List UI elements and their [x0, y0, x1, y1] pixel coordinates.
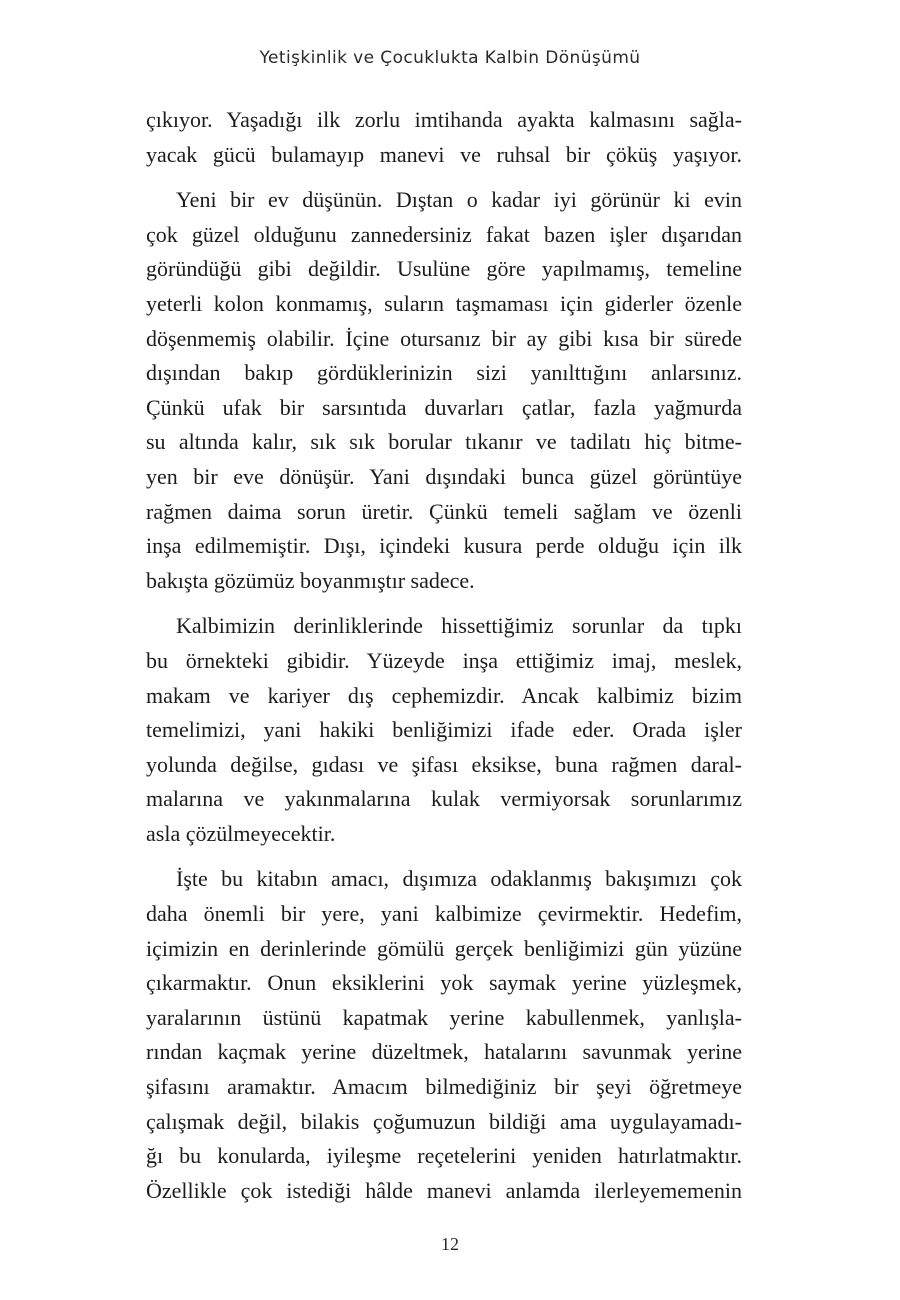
text-line: döşenmemiş olabilir. İçine otursanız bir ay gibi kısa bir sürede [146, 325, 742, 351]
page-number: 12 [441, 1234, 459, 1254]
text-line: dışından bakıp gördüklerinizin sizi yanılttığını anlarsınız. [146, 360, 742, 386]
text-line: malarına ve yakınmalarına kulak vermiyorsak sorunlarımız [146, 786, 742, 812]
text-line: bakışta gözümüz boyanmıştır sadece. [146, 567, 475, 593]
text-line: bu örnekteki gibidir. Yüzeyde inşa ettiğimiz imaj, meslek, [146, 647, 742, 673]
page-body [146, 103, 742, 1208]
paragraph [146, 609, 742, 851]
text-line: çıkıyor. Yaşadığı ilk zorlu imtihanda ayakta kalmasını sağla- [146, 107, 742, 132]
paragraph [146, 183, 742, 598]
text-line: şifasını aramaktır. Amacım bilmediğiniz bir şeyi öğretmeye [146, 1074, 742, 1100]
text-line: çalışmak değil, bilakis çoğumuzun bildiği ama uygulayamadı- [146, 1108, 742, 1134]
text-line: su altında kalır, sık sık borular tıkanır ve tadilatı hiç bitme- [146, 429, 742, 455]
text-line: yaralarının üstünü kapatmak yerine kabullenmek, yanlışla- [146, 1004, 742, 1030]
text-line: ğı bu konularda, iyileşme reçetelerini yeniden hatırlatmaktır. [146, 1143, 742, 1169]
text-line: Yeni bir ev düşünün. Dıştan o kadar iyi görünür ki evin [176, 187, 742, 213]
text-line: temelimizi, yani hakiki benliğimizi ifade eder. Orada işler [146, 717, 742, 743]
paragraph [146, 103, 742, 172]
text-line: yolunda değilse, gıdası ve şifası eksikse, buna rağmen daral- [146, 751, 742, 777]
text-line: Kalbimizin derinliklerinde hissettiğimiz sorunlar da tıpkı [176, 613, 742, 639]
text-line: inşa edilmemiştir. Dışı, içindeki kusura perde olduğu için ilk [146, 533, 742, 559]
text-line: içimizin en derinlerinde gömülü gerçek benliğimizi gün yüzüne [146, 935, 742, 961]
text-line: çıkarmaktır. Onun eksiklerini yok saymak yerine yüzleşmek, [146, 970, 742, 996]
text-line: Çünkü ufak bir sarsıntıda duvarları çatlar, fazla yağmurda [146, 394, 742, 420]
text-line: çok güzel olduğunu zannedersiniz fakat bazen işler dışarıdan [146, 221, 742, 247]
text-line: makam ve kariyer dış cephemizdir. Ancak kalbimiz bizim [146, 682, 742, 708]
text-line: rından kaçmak yerine düzeltmek, hatalarını savunmak yerine [146, 1039, 742, 1065]
text-line: rağmen daima sorun üretir. Çünkü temeli sağlam ve özenli [146, 498, 742, 524]
text-line: yacak gücü bulamayıp manevi ve ruhsal bir çöküş yaşıyor. [146, 141, 742, 167]
text-line: göründüğü gibi değildir. Usulüne göre yapılmamış, temeline [146, 256, 742, 282]
text-line: daha önemli bir yere, yani kalbimize çevirmektir. Hedefim, [146, 901, 742, 927]
text-line: İşte bu kitabın amacı, dışımıza odaklanmış bakışımızı çok [176, 866, 742, 892]
text-line: yeterli kolon konmamış, suların taşmaması için giderler özenle [146, 290, 742, 316]
text-line: Özellikle çok istediği hâlde manevi anlamda ilerleyememenin [146, 1177, 742, 1203]
text-line: asla çözülmeyecektir. [146, 820, 336, 846]
text-line: yen bir eve dönüşür. Yani dışındaki bunca güzel görüntüye [146, 463, 742, 489]
running-header: Yetişkinlik ve Çocuklukta Kalbin Dönüşümü [259, 48, 641, 68]
paragraph [146, 862, 742, 1208]
